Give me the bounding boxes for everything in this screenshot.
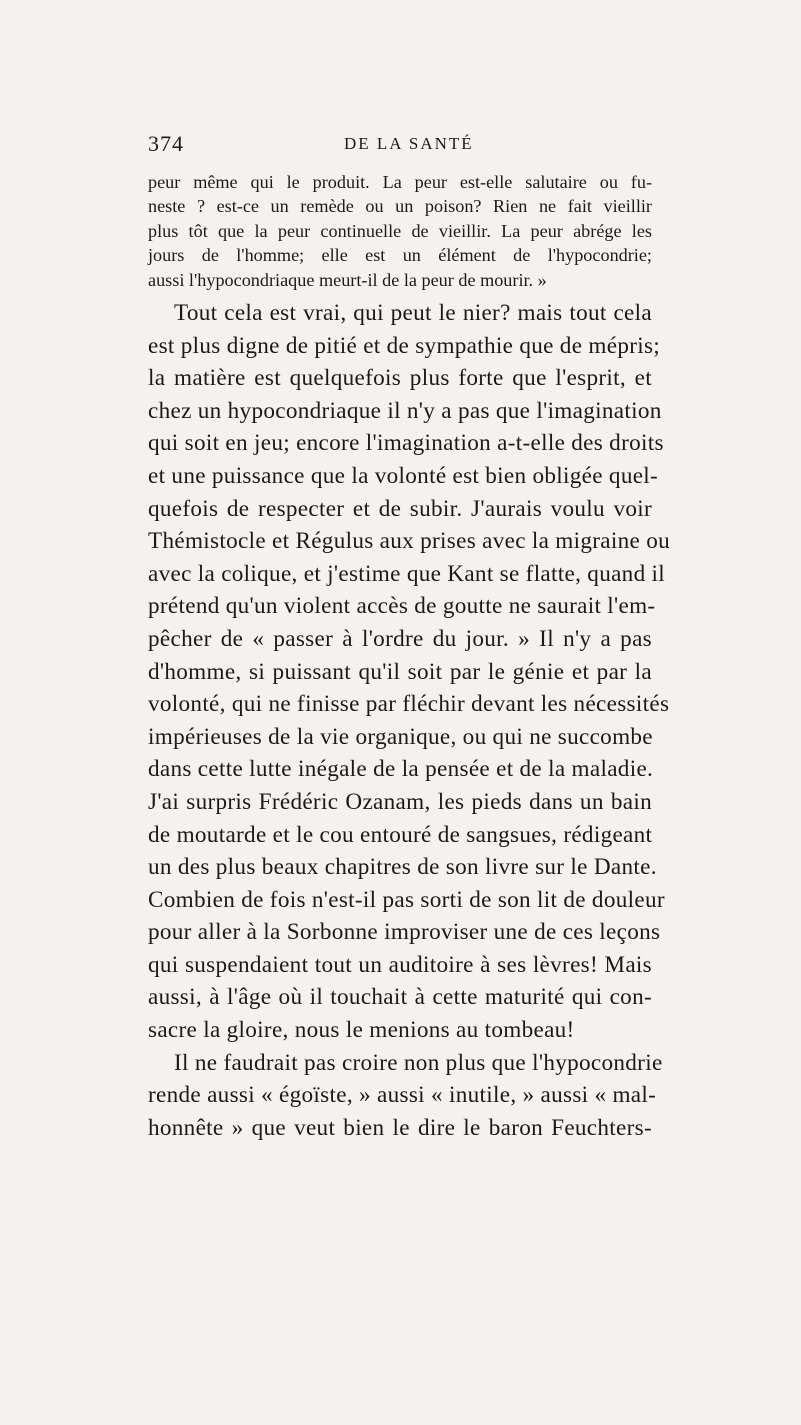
paragraph-line: qui suspendaient tout un auditoire à ses lèvres! Mais: [148, 951, 652, 978]
running-title: DE LA SANTÉ: [344, 134, 474, 153]
paragraph-line: quefois de respecter et de subir. J'aurais voulu voir: [148, 495, 652, 522]
paragraph-line: Combien de fois n'est-il pas sorti de son lit de douleur: [148, 886, 665, 913]
paragraph-line: J'ai surpris Frédéric Ozanam, les pieds dans un bain: [148, 788, 652, 815]
paragraph-line: honnête » que veut bien le dire le baron Feuchters-: [148, 1114, 652, 1141]
paragraph-line: avec la colique, et j'estime que Kant se flatte, quand il: [148, 560, 666, 587]
paragraph-line: impérieuses de la vie organique, ou qui ne succombe: [148, 723, 653, 750]
paragraph-line: volonté, qui ne finisse par fléchir devant les nécessités: [148, 691, 670, 718]
paragraph-line: la matière est quelquefois plus forte que l'esprit, et: [148, 365, 652, 392]
quote-line: plus tôt que la peur continuelle de vieillir. La peur abrége les: [148, 220, 652, 241]
quote-line: jours de l'homme; elle est un élément de l'hypocondrie;: [148, 245, 652, 266]
paragraph-line: rende aussi « égoïste, » aussi « inutile, » aussi « mal-: [148, 1082, 657, 1109]
paragraph-line: dans cette lutte inégale de la pensée et de la maladie.: [148, 756, 654, 783]
body-text: [148, 297, 671, 1144]
paragraph-line: Tout cela est vrai, qui peut le nier? mais tout cela: [174, 300, 652, 326]
paragraph-line: et une puissance que la volonté est bien obligée quel-: [148, 462, 659, 489]
running-head: [148, 131, 648, 159]
paragraph-line: Il ne faudrait pas croire non plus que l'hypocondrie: [174, 1049, 663, 1076]
quote-line: neste ? est-ce un remède ou un poison? Rien ne fait vieillir: [148, 196, 652, 217]
paragraph-line: aussi, à l'âge où il touchait à cette maturité qui con-: [148, 984, 652, 1011]
paragraph-line: est plus digne de pitié et de sympathie que de mépris;: [148, 332, 661, 359]
quote-line: aussi l'hypocondriaque meurt-il de la peur de mourir. »: [148, 269, 547, 290]
quote-line: peur même qui le produit. La peur est-elle salutaire ou fu-: [148, 172, 652, 192]
paragraph-line: d'homme, si puissant qu'il soit par le génie et par la: [148, 658, 652, 685]
page-number: 374: [148, 131, 184, 156]
paragraph-line: prétend qu'un violent accès de goutte ne saurait l'em-: [148, 593, 656, 620]
paragraph-line: de moutarde et le cou entouré de sangsues, rédigeant: [148, 821, 653, 848]
paragraph-line: sacre la gloire, nous le menions au tombeau!: [148, 1017, 575, 1044]
quoted-passage: [148, 170, 652, 292]
paragraph-line: Thémistocle et Régulus aux prises avec la migraine ou: [148, 528, 671, 555]
paragraph-line: qui soit en jeu; encore l'imagination a-t-elle des droits: [148, 430, 664, 457]
paragraph-line: pour aller à la Sorbonne improviser une de ces leçons: [148, 919, 661, 946]
paragraph-line: chez un hypocondriaque il n'y a pas que l'imagination: [148, 397, 662, 424]
paragraph-line: un des plus beaux chapitres de son livre sur le Dante.: [148, 854, 657, 881]
paragraph-line: pêcher de « passer à l'ordre du jour. » Il n'y a pas: [148, 625, 652, 652]
